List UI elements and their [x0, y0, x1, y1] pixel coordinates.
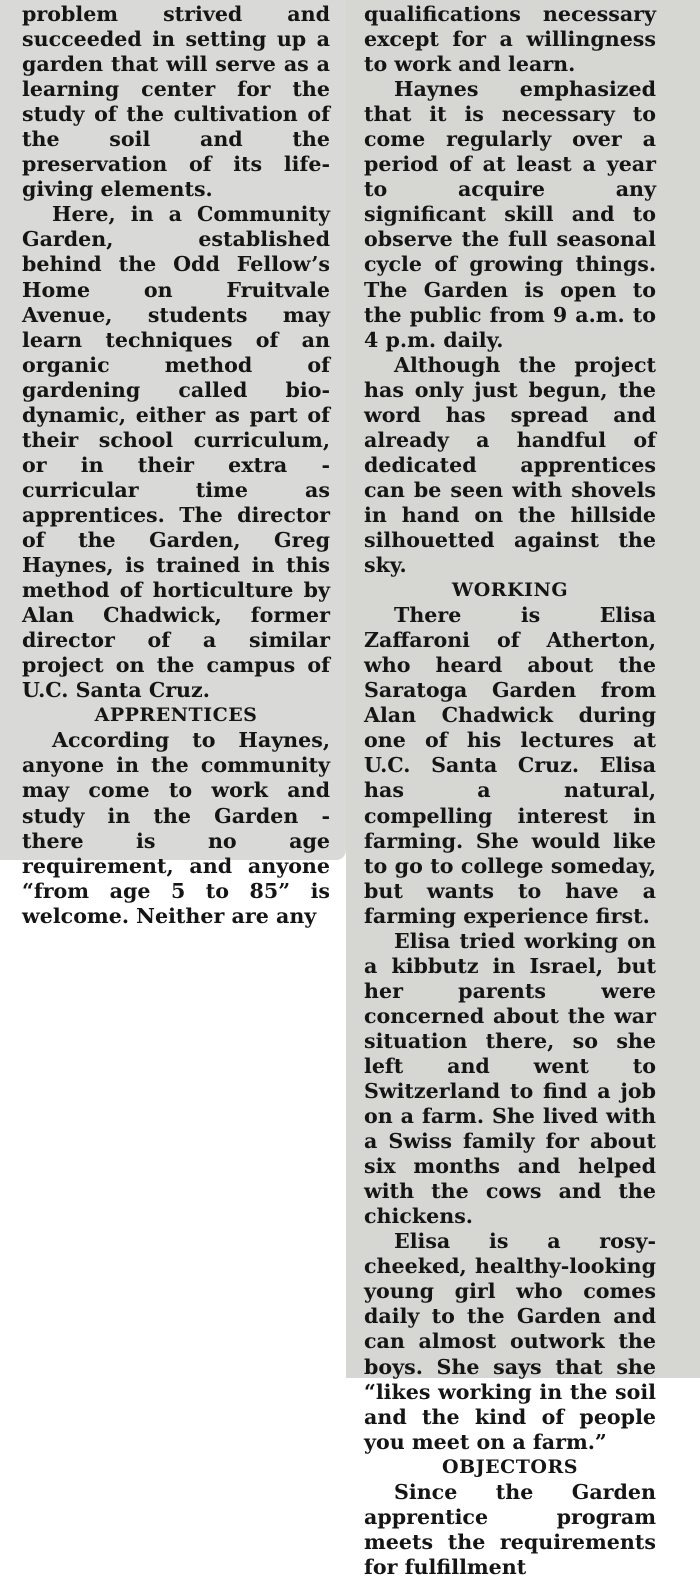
paragraph: Here, in a Community Garden, established behind the Odd Fellow’s Home on Fruitvale Avenue, students may learn techniques of an organic method of gardening called bio-dynamic, either as part of their school curriculum, or in their extra - curricular time as apprentices. The director of the Garden, Greg Haynes, is trained in this method of horticulture by Alan Chadwick, former director of a similar project on the campus of U.C. Santa Cruz. [22, 202, 330, 703]
section-heading-working: WORKING [451, 579, 569, 602]
section-heading-apprentices: APPRENTICES [94, 704, 258, 727]
article-column-right [364, 2, 656, 1580]
section-heading-objectors: OBJECTORS [442, 1455, 578, 1478]
paragraph: Elisa tried working on a kibbutz in Israel, but her parents were concerned about the war situation there, so she left and went to Switzerland to find a job on a farm. She lived with a Swiss family for about six months and helped with the cows and the chickens. [364, 928, 656, 1229]
paragraph: Elisa is a rosy-cheeked, healthy-looking young girl who comes daily to the Garden and can almost outwork the boys. She says that she “likes working in the soil and the kind of people you meet on a farm.” [364, 1229, 656, 1454]
paragraph: Since the Garden apprentice program meets the requirements for fulfillment [364, 1479, 656, 1579]
paragraph: qualifications necessary except for a willingness to work and learn. [364, 2, 656, 77]
paragraph: Although the project has only just begun, the word has spread and already a handful of dedicated apprentices can be seen with shovels in hand on the hillside silhouetted against the sky. [364, 352, 656, 578]
paragraph: There is Elisa Zaffaroni of Atherton, who heard about the Saratoga Garden from Alan Chadwick during one of his lectures at U.C. Santa Cruz. Elisa has a natural, compelling interest in farming. She would like to go to college someday, but wants to have a farming experience first. [364, 603, 656, 928]
paragraph: Haynes emphasized that it is necessary to come regularly over a period of at least a year to acquire any significant skill and to observe the full seasonal cycle of growing things. The Garden is open to the public from 9 a.m. to 4 p.m. daily. [364, 77, 656, 352]
paragraph: According to Haynes, anyone in the community may come to work and study in the Garden - there is no age requirement, and anyone “from age 5 to 85” is welcome. Neither are any [22, 728, 330, 928]
article-column-left [22, 2, 330, 929]
paragraph: problem strived and succeeded in setting up a garden that will serve as a learning center for the study of the cultivation of the soil and the preservation of its life-giving elements. [22, 2, 330, 202]
